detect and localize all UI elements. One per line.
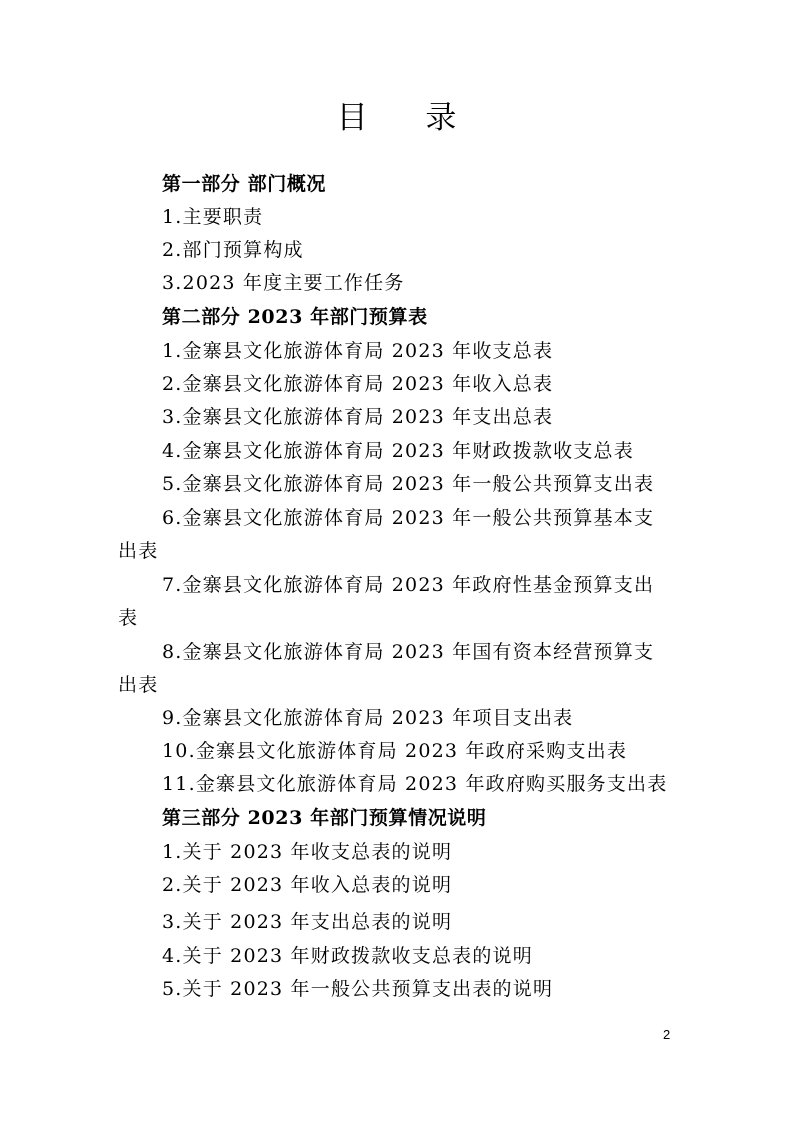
toc-entry[interactable]: 5.金寨县文化旅游体育局 2023 年一般公共预算支出表 [162, 473, 655, 495]
toc-entry[interactable]: 1.主要职责 [162, 206, 264, 228]
toc-entry[interactable]: 3.金寨县文化旅游体育局 2023 年支出总表 [162, 406, 554, 428]
toc-entry[interactable]: 2.关于 2023 年收入总表的说明 [162, 874, 453, 896]
section-heading[interactable]: 第二部分 2023 年部门预算表 [162, 306, 428, 328]
page-number: 2 [663, 1027, 671, 1042]
toc-entry[interactable]: 9.金寨县文化旅游体育局 2023 年项目支出表 [162, 707, 574, 729]
toc-entry-continuation[interactable]: 出表 [118, 540, 159, 562]
toc-entry[interactable]: 3.关于 2023 年支出总表的说明 [162, 911, 453, 933]
toc-entry[interactable]: 11.金寨县文化旅游体育局 2023 年政府购买服务支出表 [162, 773, 668, 795]
toc-entry[interactable]: 4.关于 2023 年财政拨款收支总表的说明 [162, 945, 533, 967]
toc-entry[interactable]: 2.金寨县文化旅游体育局 2023 年收入总表 [162, 373, 554, 395]
toc-entry[interactable]: 3.2023 年度主要工作任务 [162, 272, 405, 294]
toc-entry[interactable]: 10.金寨县文化旅游体育局 2023 年政府采购支出表 [162, 740, 628, 762]
toc-entry[interactable]: 1.关于 2023 年收支总表的说明 [162, 841, 453, 863]
toc-entry[interactable]: 4.金寨县文化旅游体育局 2023 年财政拨款收支总表 [162, 440, 634, 462]
toc-entry[interactable]: 5.关于 2023 年一般公共预算支出表的说明 [162, 978, 554, 1000]
section-heading[interactable]: 第一部分 部门概况 [162, 173, 327, 195]
toc-entry[interactable]: 2.部门预算构成 [162, 239, 304, 261]
toc-entry-continuation[interactable]: 出表 [118, 674, 159, 696]
toc-entry[interactable]: 7.金寨县文化旅游体育局 2023 年政府性基金预算支出 [162, 574, 655, 596]
toc-entry[interactable]: 8.金寨县文化旅游体育局 2023 年国有资本经营预算支 [162, 641, 655, 663]
toc-entry[interactable]: 6.金寨县文化旅游体育局 2023 年一般公共预算基本支 [162, 507, 655, 529]
section-heading[interactable]: 第三部分 2023 年部门预算情况说明 [162, 807, 487, 829]
toc-title: 目 录 [336, 100, 481, 136]
toc-entry-continuation[interactable]: 表 [118, 607, 139, 629]
toc-entry[interactable]: 1.金寨县文化旅游体育局 2023 年收支总表 [162, 340, 554, 362]
